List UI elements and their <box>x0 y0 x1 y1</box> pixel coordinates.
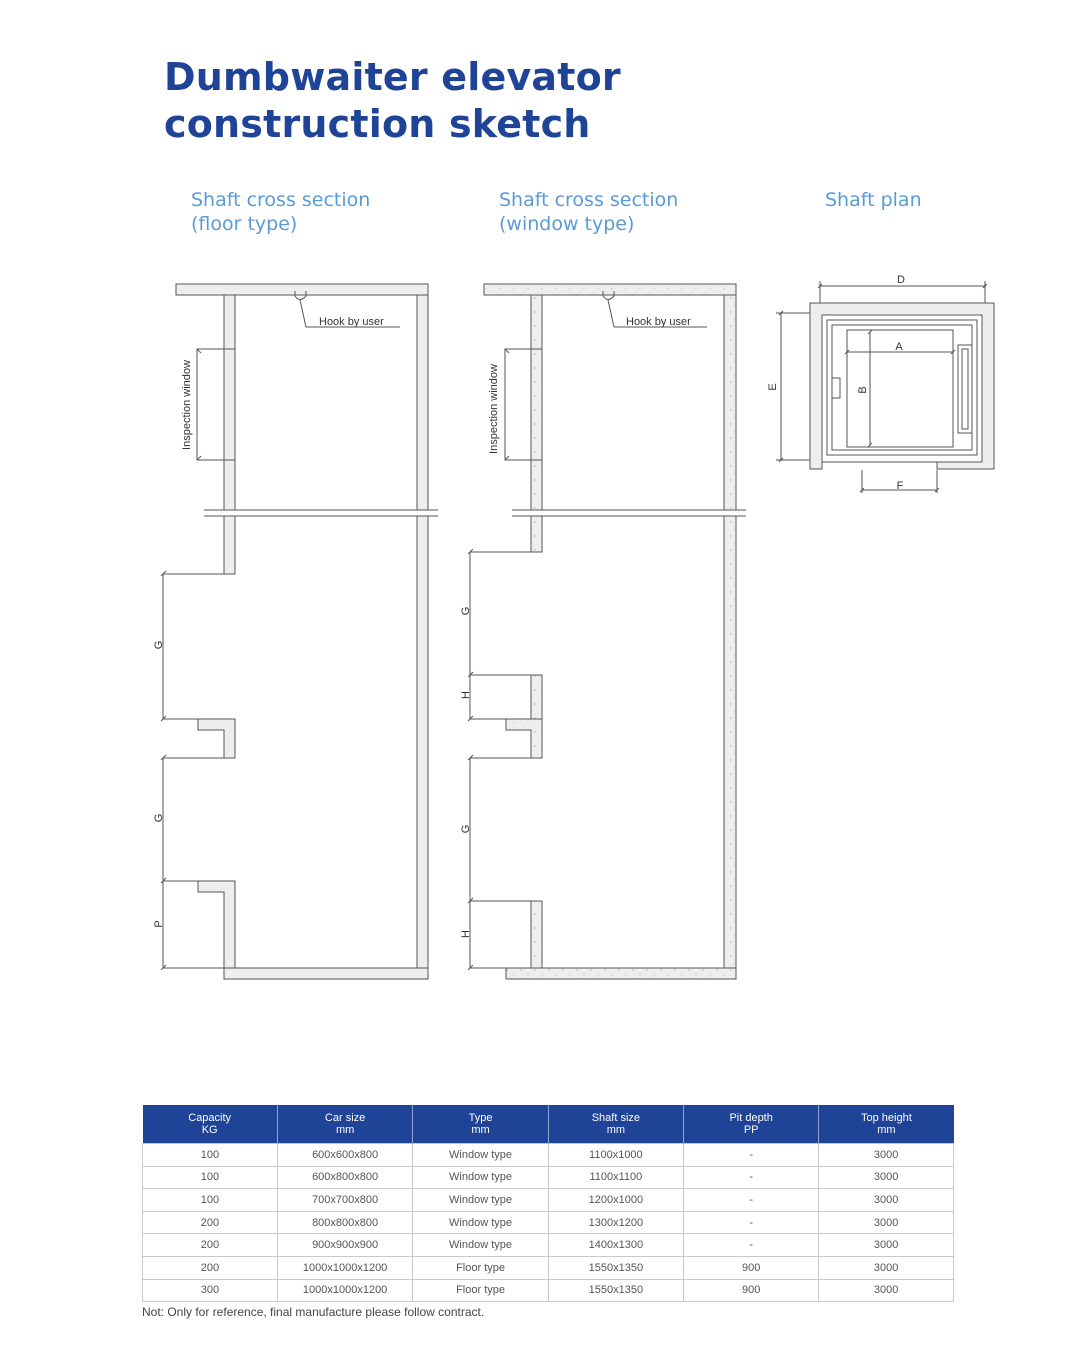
table-cell: 900 <box>684 1256 819 1279</box>
spec-table <box>142 1105 954 1302</box>
table-cell: 600x800x800 <box>277 1166 413 1189</box>
window-left-wall-upper <box>531 295 542 510</box>
table-cell: Window type <box>413 1166 548 1189</box>
plan-dim-d: D <box>897 274 905 286</box>
table-cell: Window type <box>413 1234 548 1257</box>
table-cell: Window type <box>413 1144 548 1167</box>
window-inspection-window-label: Inspection window <box>488 364 500 454</box>
table-cell: 1300x1200 <box>548 1211 683 1234</box>
table-cell: 3000 <box>819 1211 954 1234</box>
table-cell: - <box>684 1189 819 1212</box>
table-header-cell: Top height mm <box>819 1105 954 1144</box>
floor-section-heading-line-2: (floor type) <box>191 213 298 235</box>
table-cell: - <box>684 1144 819 1167</box>
table-cell: 100 <box>143 1144 278 1167</box>
table-header-cell: Capacity KG <box>143 1105 278 1144</box>
table-cell: 100 <box>143 1166 278 1189</box>
floor-right-wall-upper <box>417 295 428 510</box>
table-cell: 3000 <box>819 1166 954 1189</box>
table-row <box>143 1279 954 1302</box>
plan-dim-e: E <box>767 383 779 391</box>
plan-counterweight <box>958 345 972 433</box>
window-hook-label: Hook by user <box>626 316 691 328</box>
table-cell: 900x900x900 <box>277 1234 413 1257</box>
drawing-text <box>153 274 905 938</box>
table-cell: 1550x1350 <box>548 1279 683 1302</box>
window-section-heading-line-2: (window type) <box>499 213 635 235</box>
table-cell: Floor type <box>413 1279 548 1302</box>
table-cell: 1400x1300 <box>548 1234 683 1257</box>
plan-heading-line-1: Shaft plan <box>825 189 922 211</box>
table-cell: 200 <box>143 1211 278 1234</box>
window-left-wall-mid <box>531 516 542 552</box>
table-cell: Floor type <box>413 1256 548 1279</box>
table-cell: 600x600x800 <box>277 1144 413 1167</box>
table-cell: 3000 <box>819 1256 954 1279</box>
window-dim-g1: G <box>460 606 472 616</box>
floor-sill-2 <box>198 881 235 968</box>
floor-section-heading-line-1: Shaft cross section <box>191 189 371 211</box>
table-row <box>143 1256 954 1279</box>
table-cell: Window type <box>413 1211 548 1234</box>
window-right-wall-lower <box>724 516 736 979</box>
table-cell: 200 <box>143 1234 278 1257</box>
floor-dim-g1: G <box>153 640 165 650</box>
window-sill-1 <box>506 719 542 758</box>
window-top-slab <box>484 284 736 295</box>
table-cell: - <box>684 1234 819 1257</box>
table-row <box>143 1211 954 1234</box>
window-pit-slab <box>506 968 736 979</box>
table-cell: 1100x1000 <box>548 1144 683 1167</box>
table-row <box>143 1189 954 1212</box>
window-left-wall-h2 <box>531 901 542 968</box>
window-type-lines <box>468 291 746 970</box>
floor-top-slab <box>176 284 428 295</box>
table-cell: 100 <box>143 1189 278 1212</box>
window-section-heading-line-1: Shaft cross section <box>499 189 679 211</box>
table-header-cell: Car size mm <box>277 1105 413 1144</box>
floor-type-lines <box>161 291 438 970</box>
plan-dim-a: A <box>895 341 903 353</box>
window-right-wall-upper <box>724 295 736 510</box>
window-left-wall-h1 <box>531 675 542 719</box>
table-cell: 3000 <box>819 1279 954 1302</box>
plan-dim-f: F <box>896 480 904 492</box>
floor-right-wall-lower <box>417 516 428 979</box>
floor-sill-1 <box>198 719 235 758</box>
table-cell: 3000 <box>819 1189 954 1212</box>
table-cell: 1000x1000x1200 <box>277 1279 413 1302</box>
window-type-section <box>484 284 736 979</box>
table-cell: 1200x1000 <box>548 1189 683 1212</box>
table-cell: - <box>684 1166 819 1189</box>
table-cell: 1000x1000x1200 <box>277 1256 413 1279</box>
page-title-line-1: Dumbwaiter elevator <box>164 55 621 99</box>
table-note: Not: Only for reference, final manufacture please follow contract. <box>142 1305 485 1319</box>
table-cell: 700x700x800 <box>277 1189 413 1212</box>
table-cell: 900 <box>684 1279 819 1302</box>
floor-type-section <box>176 284 428 979</box>
table-row <box>143 1166 954 1189</box>
table-header-cell: Type mm <box>413 1105 548 1144</box>
window-dim-h1: H <box>460 691 472 699</box>
window-dim-g2: G <box>460 824 472 834</box>
table-header-cell: Pit depth PP <box>684 1105 819 1144</box>
floor-left-wall-upper <box>224 295 235 510</box>
table-cell: 200 <box>143 1256 278 1279</box>
table-cell: - <box>684 1211 819 1234</box>
window-dim-h2: H <box>460 930 472 938</box>
floor-hook-label: Hook by user <box>319 316 384 328</box>
table-cell: 1550x1350 <box>548 1256 683 1279</box>
plan-guide-rail <box>832 378 840 398</box>
table-row <box>143 1144 954 1167</box>
table-cell: 3000 <box>819 1234 954 1257</box>
floor-dim-p: P <box>153 920 165 928</box>
table-cell: 1100x1100 <box>548 1166 683 1189</box>
table-cell: 300 <box>143 1279 278 1302</box>
table-row <box>143 1234 954 1257</box>
floor-left-wall-mid <box>224 516 235 574</box>
table-cell: Window type <box>413 1189 548 1212</box>
floor-dim-g2: G <box>153 813 165 823</box>
table-cell: 3000 <box>819 1144 954 1167</box>
table-cell: 800x800x800 <box>277 1211 413 1234</box>
shaft-plan <box>810 303 994 469</box>
page-title-line-2: construction sketch <box>164 102 591 146</box>
plan-dim-b: B <box>857 386 869 394</box>
table-header-row <box>143 1105 954 1144</box>
floor-pit-slab <box>224 968 428 979</box>
floor-inspection-window-label: Inspection window <box>181 360 193 450</box>
table-header-cell: Shaft size mm <box>548 1105 683 1144</box>
